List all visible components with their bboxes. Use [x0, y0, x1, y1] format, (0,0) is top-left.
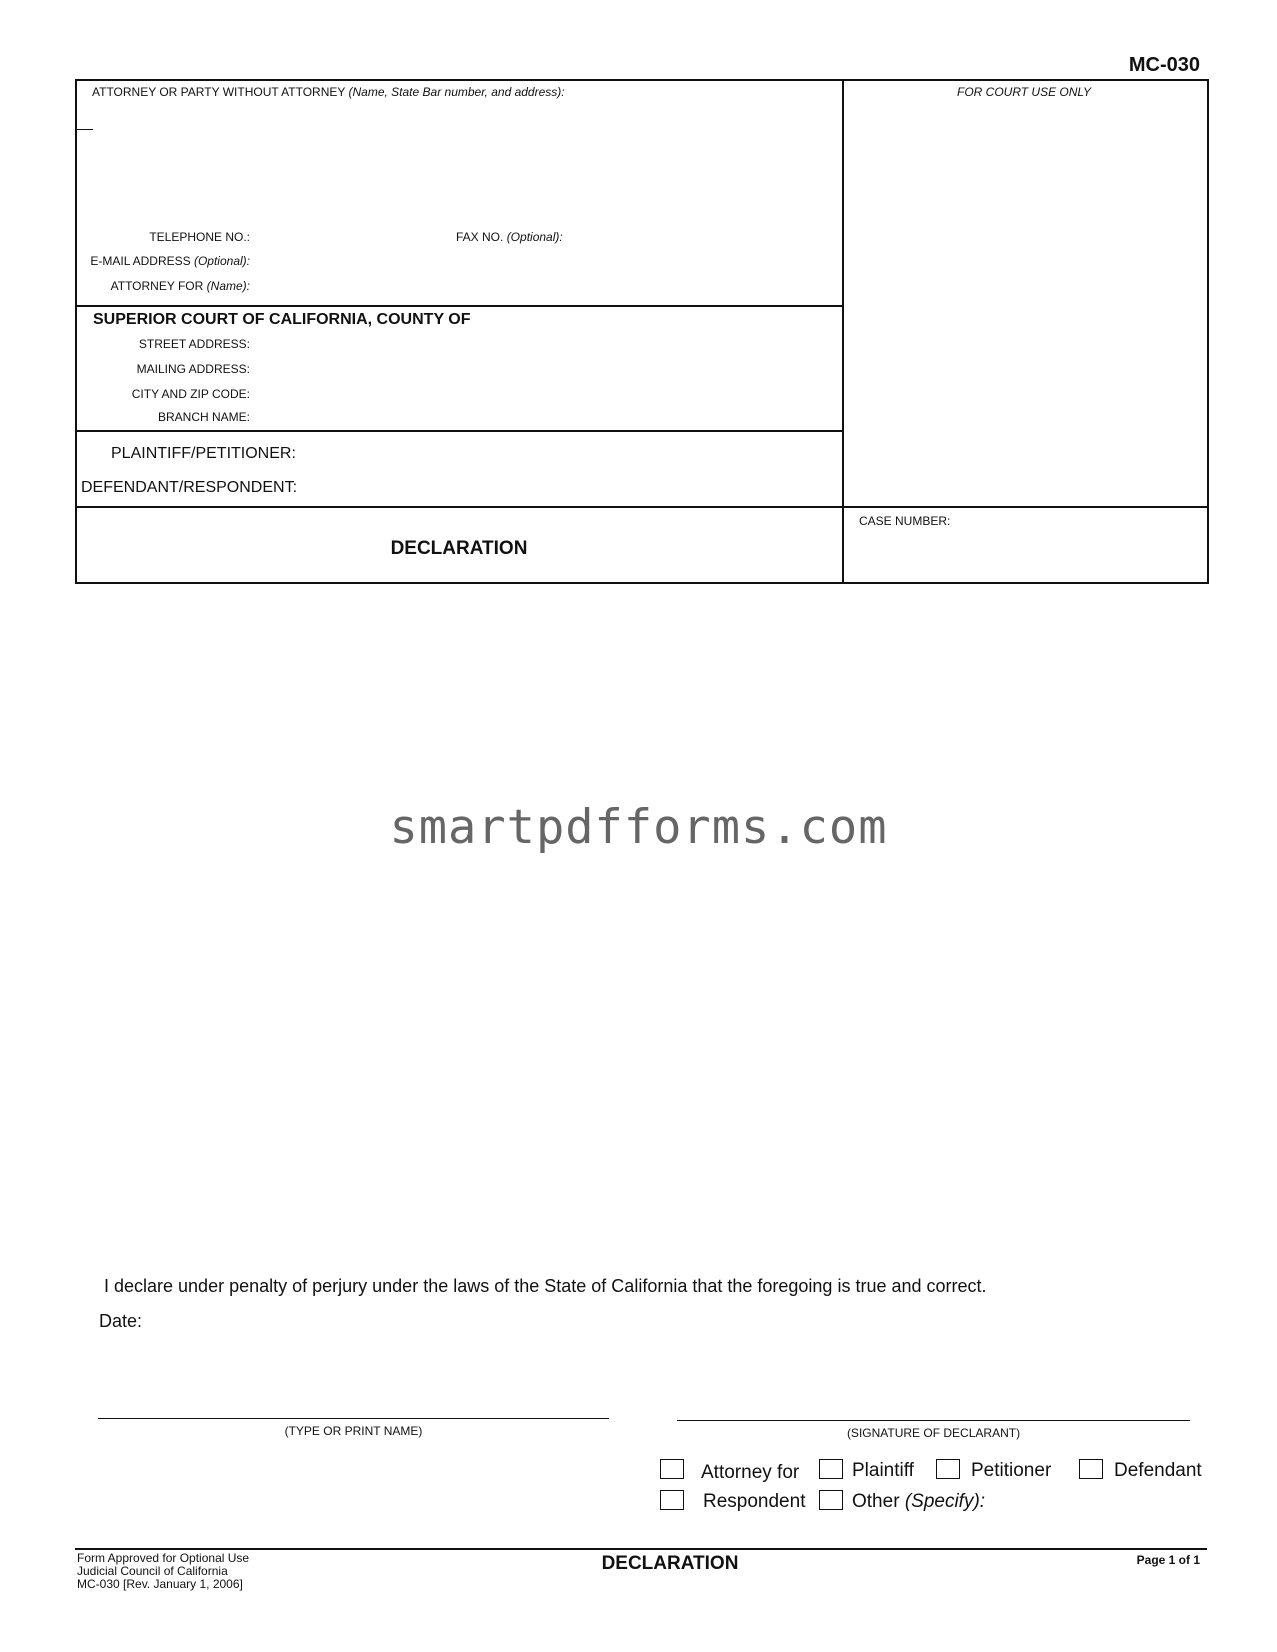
branch-name-label: BRANCH NAME: [157, 410, 250, 424]
court-title: SUPERIOR COURT OF CALIFORNIA, COUNTY OF [93, 311, 471, 328]
footer-line-3: MC-030 [Rev. January 1, 2006] [77, 1577, 243, 1591]
form-id: MC-030 [1128, 54, 1200, 76]
defendant-checkbox[interactable] [1079, 1459, 1103, 1479]
defendant-label: DEFENDANT/RESPONDENT: [81, 479, 298, 496]
other-checkbox-note: (Specify): [904, 1491, 986, 1512]
case-number-label: CASE NUMBER: [859, 514, 951, 528]
attorney-name-tick [76, 129, 93, 130]
attorney-for-checkbox[interactable] [660, 1459, 684, 1479]
footer-rule [75, 1548, 1207, 1550]
other-checkbox[interactable] [819, 1490, 843, 1510]
declaration-statement: I declare under penalty of perjury under the laws of the State of California that the foregoing is true and correct. [104, 1276, 987, 1296]
footer-line-2: Judicial Council of California [77, 1564, 228, 1578]
street-address-label: STREET ADDRESS: [138, 337, 250, 351]
fax-label [456, 230, 563, 244]
respondent-checkbox[interactable] [660, 1490, 684, 1510]
page-number: Page 1 of 1 [1136, 1553, 1200, 1567]
attorney-for-label-text: ATTORNEY FOR [110, 279, 204, 293]
attorney-label [92, 85, 565, 99]
attorney-for-label [0, 279, 250, 293]
other-checkbox-text: Other [852, 1491, 900, 1512]
watermark: smartpdfforms.com [389, 800, 888, 855]
email-label [0, 254, 250, 268]
defendant-checkbox-label: Defendant [1114, 1460, 1202, 1481]
parties-section-divider [75, 506, 1207, 508]
caption-box [75, 79, 1209, 584]
print-name-line [98, 1418, 609, 1419]
fax-label-text: FAX NO. [456, 230, 504, 244]
court-section-divider [75, 430, 843, 432]
court-use-label: FOR COURT USE ONLY [956, 85, 1092, 99]
footer-approval [77, 1552, 249, 1591]
plaintiff-label: PLAINTIFF/PETITIONER: [111, 445, 296, 462]
attorney-label-text: ATTORNEY OR PARTY WITHOUT ATTORNEY [92, 85, 346, 99]
petitioner-checkbox[interactable] [936, 1459, 960, 1479]
attorney-section-divider [75, 305, 843, 307]
email-label-note: (Optional): [193, 254, 250, 268]
telephone-label: TELEPHONE NO.: [149, 230, 250, 244]
signature-line [677, 1420, 1190, 1421]
email-label-text: E-MAIL ADDRESS [90, 254, 191, 268]
plaintiff-checkbox[interactable] [819, 1459, 843, 1479]
footer-line-1: Form Approved for Optional Use [77, 1551, 250, 1565]
print-name-caption: (TYPE OR PRINT NAME) [284, 1424, 423, 1438]
footer-title: DECLARATION [601, 1553, 739, 1574]
attorney-for-label-cb: Attorney for [701, 1462, 800, 1483]
attorney-for-label-note: (Name): [206, 279, 250, 293]
other-checkbox-label [852, 1491, 985, 1513]
date-label: Date: [99, 1311, 143, 1331]
respondent-checkbox-label: Respondent [703, 1491, 806, 1512]
city-zip-label: CITY AND ZIP CODE: [131, 387, 250, 401]
document-title: DECLARATION [390, 538, 528, 559]
fax-label-note: (Optional): [506, 230, 563, 244]
plaintiff-checkbox-label: Plaintiff [852, 1460, 914, 1481]
signature-caption: (SIGNATURE OF DECLARANT) [846, 1426, 1021, 1440]
attorney-label-note: (Name, State Bar number, and address): [348, 85, 565, 99]
mailing-address-label: MAILING ADDRESS: [136, 362, 250, 376]
petitioner-checkbox-label: Petitioner [971, 1460, 1052, 1481]
